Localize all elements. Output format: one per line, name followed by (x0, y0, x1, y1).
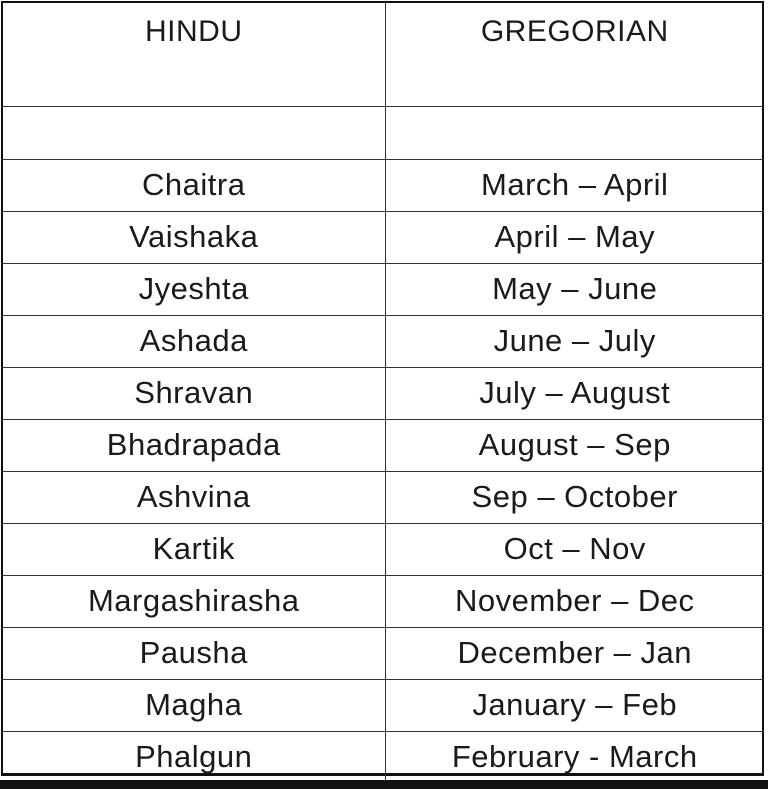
table-row (3, 263, 764, 315)
month-table-frame (1, 1, 764, 776)
hindu-month-cell: Chaitra (3, 159, 385, 211)
hindu-month-cell: Margashirasha (3, 575, 385, 627)
hindu-month-cell: Phalgun (3, 731, 385, 783)
hindu-month-cell: Magha (3, 679, 385, 731)
gregorian-range-cell: July – August (385, 367, 764, 419)
gregorian-range-cell: May – June (385, 263, 764, 315)
gregorian-range-cell: Oct – Nov (385, 523, 764, 575)
hindu-month-cell: Ashada (3, 315, 385, 367)
blank-cell (3, 106, 385, 159)
gregorian-range-cell: December – Jan (385, 627, 764, 679)
table-row (3, 419, 764, 471)
table-row (3, 575, 764, 627)
table-row (3, 679, 764, 731)
gregorian-range-cell: February - March (451, 739, 698, 774)
header-row (3, 3, 764, 106)
table-row (3, 159, 764, 211)
header-hindu: HINDU (3, 3, 385, 106)
hindu-month-cell: Shravan (3, 367, 385, 419)
gregorian-range-cell: January – Feb (385, 679, 764, 731)
table-row (3, 315, 764, 367)
table-row (3, 471, 764, 523)
blank-cell (385, 106, 764, 159)
gregorian-range-cell: March – April (385, 159, 764, 211)
table-row (3, 367, 764, 419)
gregorian-range-cell: Sep – October (385, 471, 764, 523)
gregorian-range-cell: August – Sep (385, 419, 764, 471)
hindu-month-cell: Bhadrapada (3, 419, 385, 471)
gregorian-range-cell: June – July (385, 315, 764, 367)
table-row (3, 731, 764, 783)
header-gregorian: GREGORIAN (385, 3, 764, 106)
hindu-month-cell: Vaishaka (3, 211, 385, 263)
hindu-month-cell: Ashvina (3, 471, 385, 523)
table-row (3, 627, 764, 679)
table-row (3, 211, 764, 263)
table-row (3, 523, 764, 575)
bottom-border-bar (0, 780, 768, 789)
gregorian-range-cell: November – Dec (385, 575, 764, 627)
hindu-month-cell: Pausha (3, 627, 385, 679)
blank-row (3, 106, 764, 159)
hindu-month-cell: Jyeshta (3, 263, 385, 315)
gregorian-range-cell: April – May (385, 211, 764, 263)
hindu-month-cell: Kartik (3, 523, 385, 575)
month-conversion-table (3, 3, 764, 783)
